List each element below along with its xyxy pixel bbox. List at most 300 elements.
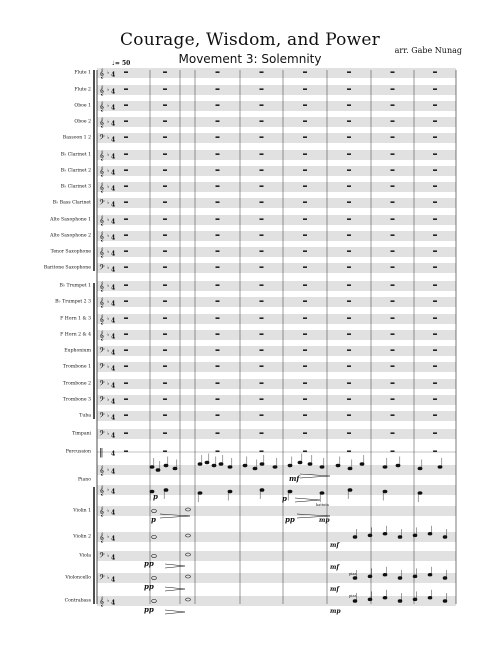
whole-note (186, 508, 191, 511)
technique-mark: battuta (316, 503, 329, 507)
whole-rest (124, 137, 128, 138)
whole-rest (260, 170, 264, 171)
whole-rest (347, 334, 351, 335)
treble-clef-icon: 𝄞 (99, 248, 105, 258)
whole-rest (216, 170, 220, 171)
whole-rest (433, 318, 437, 319)
treble-clef-icon: ‖ (99, 448, 104, 458)
treble-clef-icon: 𝄞 (99, 315, 105, 325)
whole-rest (303, 399, 307, 400)
time-signature: 4 (111, 153, 116, 161)
tempo-marking: ♩= 50 (112, 60, 131, 67)
note-head (368, 575, 372, 578)
whole-rest (260, 121, 264, 122)
treble-clef-icon: 𝄞 (99, 466, 105, 476)
whole-rest (391, 301, 395, 302)
instrument-label: Tenor Saxophone (50, 249, 91, 255)
whole-rest (347, 154, 351, 155)
whole-rest (163, 318, 167, 319)
whole-rest (216, 121, 220, 122)
key-signature: ♭ (107, 87, 110, 93)
whole-rest (391, 137, 395, 138)
note-head (260, 463, 264, 466)
note-head (428, 597, 432, 600)
treble-clef-icon: 𝄞 (99, 282, 105, 292)
time-signature: 4 (111, 284, 116, 292)
whole-rest (391, 170, 395, 171)
whole-rest (260, 415, 264, 416)
dynamic-mark: mf (330, 542, 339, 549)
whole-rest (163, 235, 167, 236)
whole-rest (163, 202, 167, 203)
whole-rest (391, 399, 395, 400)
note-head (398, 577, 402, 580)
whole-rest (163, 350, 167, 351)
whole-rest (347, 318, 351, 319)
whole-rest (303, 72, 307, 73)
instrument-label: Euphonium (64, 348, 91, 354)
treble-clef-icon: 𝄞 (99, 86, 105, 96)
whole-rest (124, 415, 128, 416)
whole-rest (347, 301, 351, 302)
dynamic-mark: mp (319, 517, 330, 524)
instrument-label: F Horn 2 & 4 (60, 332, 91, 338)
note-head (212, 464, 216, 467)
whole-rest (260, 301, 264, 302)
key-signature: ♭ (107, 217, 110, 223)
dynamic-mark: mf (330, 586, 339, 593)
key-signature: ♭ (107, 413, 110, 419)
treble-clef-icon: 𝄞 (99, 597, 105, 607)
whole-rest (216, 285, 220, 286)
instrument-label: B♭ Bass Clarinet (52, 200, 91, 206)
whole-rest (391, 186, 395, 187)
whole-rest (260, 451, 264, 452)
whole-rest (216, 186, 220, 187)
note-head (348, 489, 352, 492)
key-signature: ♭ (107, 265, 110, 271)
whole-rest (260, 285, 264, 286)
treble-clef-icon: 𝄞 (99, 118, 105, 128)
note-head (288, 490, 292, 493)
whole-rest (391, 105, 395, 106)
whole-rest (303, 451, 307, 452)
dynamic-mark: p (151, 515, 156, 524)
treble-clef-icon: 𝄞 (99, 69, 105, 79)
whole-rest (303, 366, 307, 367)
whole-rest (124, 170, 128, 171)
technique-mark: pizz. (349, 594, 358, 598)
whole-rest (124, 186, 128, 187)
note-head (308, 463, 312, 466)
whole-rest (260, 154, 264, 155)
key-signature: ♭ (107, 299, 110, 305)
whole-rest (216, 318, 220, 319)
whole-rest (260, 350, 264, 351)
note-head (383, 466, 387, 469)
instrument-label: Tuba (79, 413, 91, 419)
page-title: Courage, Wisdom, and Power (120, 30, 380, 50)
rests (124, 72, 437, 452)
whole-rest (433, 219, 437, 220)
whole-rest (260, 399, 264, 400)
key-signature: ♭ (107, 364, 110, 370)
whole-rest (124, 318, 128, 319)
note-head (320, 492, 324, 495)
whole-rest (163, 186, 167, 187)
dynamic-mark: p (282, 494, 287, 503)
time-signature: 4 (111, 169, 116, 177)
whole-rest (124, 105, 128, 106)
whole-rest (163, 219, 167, 220)
treble-clef-icon: 𝄞 (99, 533, 105, 543)
whole-rest (391, 350, 395, 351)
whole-rest (124, 89, 128, 90)
whole-rest (433, 89, 437, 90)
whole-rest (216, 267, 220, 268)
whole-rest (260, 267, 264, 268)
whole-rest (433, 433, 437, 434)
time-signature: 4 (111, 250, 116, 258)
key-signature: ♭ (107, 200, 110, 206)
instrument-label: Contrabass (64, 598, 91, 604)
dynamic-mark: p (153, 492, 158, 501)
whole-rest (216, 72, 220, 73)
whole-rest (391, 366, 395, 367)
whole-rest (391, 285, 395, 286)
whole-rest (303, 267, 307, 268)
whole-rest (260, 235, 264, 236)
note-head (413, 534, 417, 537)
whole-rest (303, 89, 307, 90)
key-signature: ♭ (107, 103, 110, 109)
bass-clef-icon: 𝄢 (99, 264, 105, 274)
whole-rest (216, 334, 220, 335)
dynamic-mark: pp (144, 559, 154, 568)
instrument-label: Violoncello (65, 575, 91, 581)
time-signature: 4 (111, 599, 116, 607)
key-signature: ♭ (107, 135, 110, 141)
whole-rest (391, 251, 395, 252)
note-head (253, 467, 257, 470)
treble-clef-icon: 𝄞 (99, 298, 105, 308)
whole-rest (124, 235, 128, 236)
note-head (443, 577, 447, 580)
bass-clef-icon: 𝄢 (99, 199, 105, 209)
instrument-label: Trombone 2 (62, 381, 91, 387)
time-signature: 4 (111, 88, 116, 96)
bass-clef-icon: 𝄢 (99, 412, 105, 422)
whole-rest (347, 433, 351, 434)
whole-rest (303, 202, 307, 203)
whole-rest (391, 451, 395, 452)
note-head (428, 574, 432, 577)
whole-rest (163, 366, 167, 367)
treble-clef-icon: 𝄞 (99, 216, 105, 226)
time-signature: 4 (111, 266, 116, 274)
whole-rest (391, 318, 395, 319)
key-signature: ♭ (107, 168, 110, 174)
staves (97, 69, 456, 605)
key-signature: ♭ (107, 575, 110, 581)
note-head (164, 489, 168, 492)
whole-rest (347, 235, 351, 236)
whole-rest (303, 334, 307, 335)
whole-rest (260, 137, 264, 138)
whole-rest (260, 105, 264, 106)
bass-clef-icon: 𝄢 (99, 574, 105, 584)
whole-rest (303, 154, 307, 155)
whole-rest (391, 235, 395, 236)
whole-rest (216, 366, 220, 367)
key-signature: ♭ (107, 431, 110, 437)
whole-rest (433, 334, 437, 335)
instrument-label: Bassoon 1 2 (62, 135, 91, 141)
whole-rest (303, 105, 307, 106)
note-head (205, 461, 209, 464)
instrument-label: Violin 2 (73, 534, 91, 540)
whole-rest (216, 383, 220, 384)
time-signature: 4 (111, 432, 116, 440)
whole-rest (347, 451, 351, 452)
key-signature: ♭ (107, 119, 110, 125)
whole-rest (303, 251, 307, 252)
note-head (228, 466, 232, 469)
note-head (150, 466, 154, 469)
whole-rest (124, 350, 128, 351)
whole-rest (216, 137, 220, 138)
whole-rest (260, 318, 264, 319)
note-head (164, 464, 168, 467)
clefs (99, 68, 115, 607)
whole-rest (347, 415, 351, 416)
note-head (383, 574, 387, 577)
whole-rest (347, 170, 351, 171)
key-signature: ♭ (107, 467, 110, 473)
instrument-label: Piano (77, 477, 91, 483)
time-signature: 4 (111, 382, 116, 390)
whole-rest (216, 433, 220, 434)
whole-rest (303, 301, 307, 302)
time-signature: 4 (111, 71, 116, 79)
key-signature: ♭ (107, 233, 110, 239)
whole-rest (347, 285, 351, 286)
whole-rest (391, 121, 395, 122)
whole-rest (124, 366, 128, 367)
key-signature: ♭ (107, 487, 110, 493)
whole-rest (216, 251, 220, 252)
note-head (243, 464, 247, 467)
whole-rest (347, 383, 351, 384)
dynamic-mark: mp (330, 608, 341, 615)
bass-clef-icon: 𝄢 (99, 430, 105, 440)
whole-rest (433, 301, 437, 302)
whole-rest (303, 383, 307, 384)
treble-clef-icon: 𝄞 (99, 486, 105, 496)
instrument-label: B♭ Clarinet 3 (60, 184, 91, 190)
time-signature: 4 (111, 104, 116, 112)
note-head (173, 467, 177, 470)
whole-rest (433, 383, 437, 384)
instrument-label: Viola (79, 553, 91, 559)
whole-rest (391, 267, 395, 268)
whole-rest (347, 105, 351, 106)
whole-rest (433, 251, 437, 252)
key-signature: ♭ (107, 152, 110, 158)
whole-rest (216, 301, 220, 302)
whole-rest (303, 350, 307, 351)
whole-rest (433, 186, 437, 187)
string-notes (152, 508, 447, 603)
note-head (298, 461, 302, 464)
whole-rest (347, 267, 351, 268)
key-signature: ♭ (107, 249, 110, 255)
whole-rest (260, 433, 264, 434)
time-signature: 4 (111, 468, 116, 476)
instrument-label: Trombone 1 (62, 364, 91, 370)
note-head (228, 490, 232, 493)
note-head (260, 489, 264, 492)
note-head (219, 463, 223, 466)
whole-rest (163, 154, 167, 155)
whole-rest (260, 383, 264, 384)
treble-clef-icon: 𝄞 (99, 183, 105, 193)
whole-rest (433, 72, 437, 73)
time-signature: 4 (111, 414, 116, 422)
whole-rest (216, 415, 220, 416)
note-head (353, 577, 357, 580)
whole-rest (216, 89, 220, 90)
whole-rest (433, 350, 437, 351)
whole-rest (163, 383, 167, 384)
note-head (336, 464, 340, 467)
whole-rest (124, 399, 128, 400)
treble-clef-icon: 𝄞 (99, 331, 105, 341)
whole-rest (303, 285, 307, 286)
key-signature: ♭ (107, 316, 110, 322)
whole-rest (347, 350, 351, 351)
instrument-label: B♭ Trumpet 1 (59, 283, 91, 289)
dynamic-mark: pp (144, 605, 154, 614)
note-head (360, 463, 364, 466)
whole-rest (347, 72, 351, 73)
whole-rest (347, 121, 351, 122)
whole-rest (433, 451, 437, 452)
arranger-credit: arr. Gabe Nunag (394, 46, 462, 55)
whole-rest (260, 334, 264, 335)
key-signature: ♭ (107, 332, 110, 338)
note-head (383, 533, 387, 536)
whole-rest (216, 350, 220, 351)
key-signature: ♭ (107, 397, 110, 403)
whole-rest (433, 415, 437, 416)
time-signature: 4 (111, 120, 116, 128)
time-signature: 4 (111, 365, 116, 373)
whole-rest (347, 251, 351, 252)
whole-rest (163, 285, 167, 286)
whole-rest (216, 105, 220, 106)
whole-rest (163, 415, 167, 416)
instrument-label: Oboe 1 (74, 103, 91, 109)
dynamic-mark: pp (285, 515, 295, 524)
instrument-label: B♭ Clarinet 2 (60, 168, 91, 174)
whole-rest (433, 105, 437, 106)
note-head (428, 533, 432, 536)
time-signature: 4 (111, 333, 116, 341)
whole-rest (391, 202, 395, 203)
time-signature: 4 (111, 218, 116, 226)
note-head (353, 536, 357, 539)
instrument-label: Flute 1 (74, 70, 91, 76)
whole-rest (260, 366, 264, 367)
whole-rest (260, 89, 264, 90)
time-signature: 4 (111, 554, 116, 562)
dynamic-mark: mf (289, 474, 300, 483)
whole-rest (433, 285, 437, 286)
time-signature: 4 (111, 234, 116, 242)
whole-rest (163, 267, 167, 268)
note-head (368, 534, 372, 537)
whole-rest (303, 415, 307, 416)
whole-rest (303, 186, 307, 187)
whole-rest (163, 433, 167, 434)
whole-rest (433, 202, 437, 203)
whole-rest (216, 154, 220, 155)
treble-clef-icon: 𝄞 (99, 151, 105, 161)
key-signature: ♭ (107, 598, 110, 604)
bass-clef-icon: 𝄢 (99, 380, 105, 390)
note-head (396, 464, 400, 467)
whole-rest (391, 433, 395, 434)
instrument-label: Trombone 3 (62, 397, 91, 403)
instrument-label: F Horn 1 & 3 (60, 316, 91, 322)
whole-rest (391, 154, 395, 155)
time-signature: 4 (111, 317, 116, 325)
whole-rest (124, 267, 128, 268)
time-signature: 4 (111, 300, 116, 308)
whole-rest (163, 89, 167, 90)
key-signature: ♭ (107, 348, 110, 354)
whole-rest (391, 334, 395, 335)
note-head (368, 598, 372, 601)
note-head (418, 467, 422, 470)
instrument-label: Percussion (65, 449, 91, 455)
time-signature: 4 (111, 136, 116, 144)
time-signature: 4 (111, 349, 116, 357)
whole-rest (216, 235, 220, 236)
bass-clef-icon: 𝄢 (99, 347, 105, 357)
treble-clef-icon: 𝄞 (99, 507, 105, 517)
dynamic-mark: mf (330, 564, 339, 571)
whole-rest (391, 219, 395, 220)
whole-rest (433, 154, 437, 155)
whole-rest (260, 202, 264, 203)
note-head (348, 467, 352, 470)
instrument-label: Timpani (72, 431, 91, 437)
whole-rest (433, 235, 437, 236)
note-head (320, 466, 324, 469)
whole-rest (260, 186, 264, 187)
whole-rest (216, 451, 220, 452)
whole-rest (124, 285, 128, 286)
note-head (198, 463, 202, 466)
whole-rest (391, 89, 395, 90)
whole-rest (260, 219, 264, 220)
key-signature: ♭ (107, 534, 110, 540)
whole-rest (124, 251, 128, 252)
whole-rest (347, 137, 351, 138)
whole-rest (124, 219, 128, 220)
